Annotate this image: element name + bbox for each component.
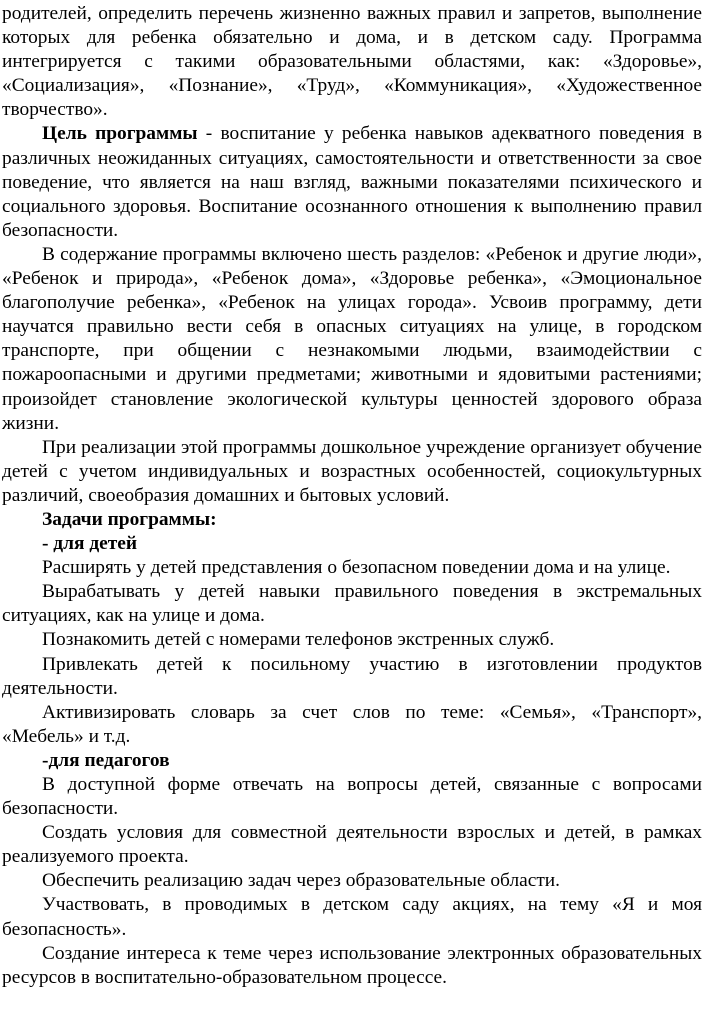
program-goal-label: Цель программы bbox=[42, 123, 198, 145]
tasks-children-heading-text: - для детей bbox=[42, 533, 138, 555]
list-item: Создание интереса к теме через использование электронных образовательных ресурсов в воспитательно-образовательном процессе. bbox=[2, 942, 702, 988]
tasks-teachers-heading bbox=[2, 749, 702, 773]
list-item: Активизировать словарь за счет слов по теме: «Семья», «Транспорт», «Мебель» и т.д. bbox=[2, 701, 702, 747]
paragraph-program-goal bbox=[2, 122, 702, 242]
list-item: В доступной форме отвечать на вопросы детей, связанные с вопросами безопасности. bbox=[2, 774, 702, 820]
list-item: Создать условия для совместной деятельности взрослых и детей, в рамках реализуемого проекта. bbox=[2, 822, 702, 868]
paragraph-program-integration: родителей, определить перечень жизненно важных правил и запретов, выполнение которых для ребенка обязательно и дома, и в детском саду. Программа интегрируется с такими образовательными областями, как: «Здоровье», «Социализация», «Познание», «Труд», «Коммуникация», «Художественное творчество». bbox=[2, 3, 702, 121]
paragraph-program-sections: В содержание программы включено шесть разделов: «Ребенок и другие люди», «Ребенок и природа», «Ребенок дома», «Здоровье ребенка», «Эмоциональное благополучие ребенка», «Ребенок на улицах города». Усвоив программу, дети научатся правильно вести себя в опасных ситуациях на улице, в городском транспорте, при общении с незнакомыми людьми, взаимодействии с пожароопасными и другими предметами; животными и ядовитыми растениями; произойдет становление экологической культуры ценностей здорового образа жизни. bbox=[2, 243, 702, 434]
list-item: Познакомить детей с номерами телефонов экстренных служб. bbox=[42, 629, 555, 651]
tasks-children-heading bbox=[2, 532, 702, 556]
tasks-heading bbox=[2, 508, 702, 532]
list-item: Обеспечить реализацию задач через образовательные области. bbox=[42, 870, 561, 892]
tasks-heading-text: Задачи программы: bbox=[42, 508, 217, 530]
tasks-teachers-heading-text: -для педагогов bbox=[42, 749, 170, 771]
list-item: Расширять у детей представления о безопасном поведении дома и на улице. bbox=[42, 557, 671, 579]
paragraph-program-implementation: При реализации этой программы дошкольное учреждение организует обучение детей с учетом индивидуальных и возрастных особенностей, социокультурных различий, своеобразия домашних и бытовых условий. bbox=[2, 436, 702, 506]
list-item: Участвовать, в проводимых в детском саду акциях, на тему «Я и моя безопасность». bbox=[2, 894, 702, 940]
list-item: Вырабатывать у детей навыки правильного поведения в экстремальных ситуациях, как на улице и дома. bbox=[2, 581, 702, 627]
program-goal-text: - воспитание у ребенка навыков адекватного поведения в различных неожиданных ситуациях, самостоятельности и ответственности за свое поведение, что является на наш взгляд, важными показателями психического и социального здоровья. Воспитание осознанного отношения к выполнению правил безопасности. bbox=[2, 123, 702, 241]
list-item: Привлекать детей к посильному участию в изготовлении продуктов деятельности. bbox=[2, 653, 702, 699]
